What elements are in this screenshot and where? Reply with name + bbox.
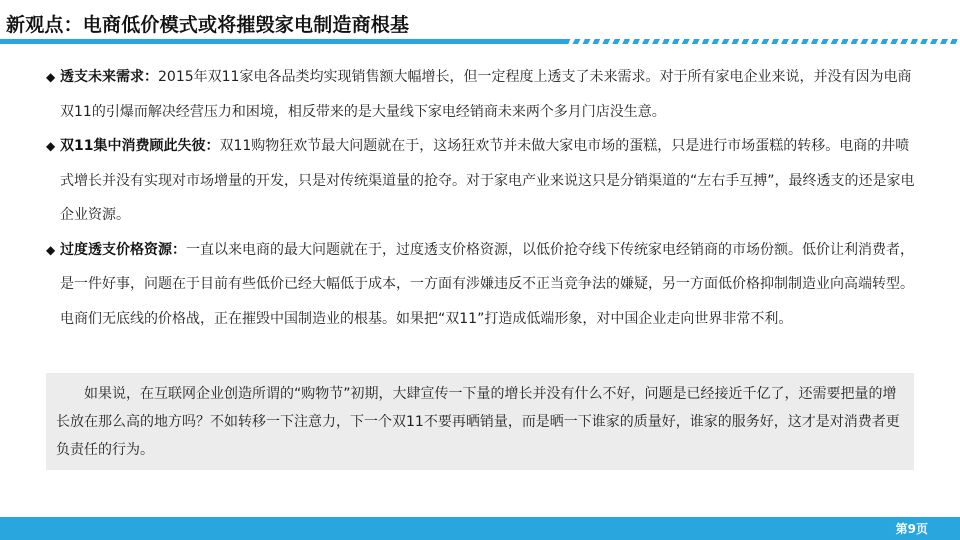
footer-bar [0, 517, 960, 540]
quote-box [46, 373, 914, 470]
page-number: 第9页 [895, 522, 928, 536]
quote-text: 如果说，在互联网企业创造所谓的“购物节”初期，大肆宣传一下量的增长并没有什么不好，问题是已经接近千亿了，还需要把量的增长放在那么高的地方吗？不如转移一下注意力，下一个双11不要再晒销量，而是晒一下谁家的质量好，谁家的服务好，这才是对消费者更负责任的行为。 [56, 386, 900, 458]
diamond-bullet-icon: ◆ [46, 70, 56, 84]
bullet-list [46, 60, 922, 336]
diamond-bullet-icon: ◆ [46, 242, 56, 257]
title-underline-solid [0, 39, 565, 44]
bullet-heading: 过度透支价格资源： [60, 241, 186, 258]
bullet-text: 2015年双11家电各品类均实现销售额大幅增长，但一定程度上透支了未来需求。对于所有家电企业来说，并没有因为电商双11的引爆而解决经营压力和困境，相反带来的是大量线下家电经销商未来两个多月门店没生意。 [60, 69, 912, 120]
bullet-heading: 透支未来需求： [60, 69, 158, 85]
bullet-text: 一直以来电商的最大问题就在于，过度透支价格资源，以低价抢夺线下传统家电经销商的市场份额。低价让利消费者，是一件好事，问题在于目前有些低价已经大幅低于成本，一方面有涉嫌违反不正当竞争法的嫌疑，另一方面低价格抑制制造业向高端转型。电商们无底线的价格战，正在摧毁中国制造业的根基。如果把“双11”打造成低端形象，对中国企业走向世界非常不利。 [60, 241, 914, 327]
bullet-heading: 双11集中消费顾此失彼： [60, 138, 220, 154]
bullet-point [46, 233, 922, 337]
diamond-bullet-icon: ◆ [46, 139, 56, 153]
bullet-point [46, 129, 922, 233]
bullet-point [46, 60, 922, 129]
title-underline-bar [0, 39, 960, 44]
title-underline-dashes [565, 39, 960, 44]
slide-title: 新观点：电商低价模式或将摧毁家电制造商根基 [6, 14, 410, 36]
bullet-text: 双11购物狂欢节最大问题就在于，这场狂欢节并未做大家电市场的蛋糕，只是进行市场蛋糕的转移。电商的井喷式增长并没有实现对市场增量的开发，只是对传统渠道量的抢夺。对于家电产业来说这只是分销渠道的“左右手互搏”，最终透支的还是家电企业资源。 [60, 138, 915, 223]
